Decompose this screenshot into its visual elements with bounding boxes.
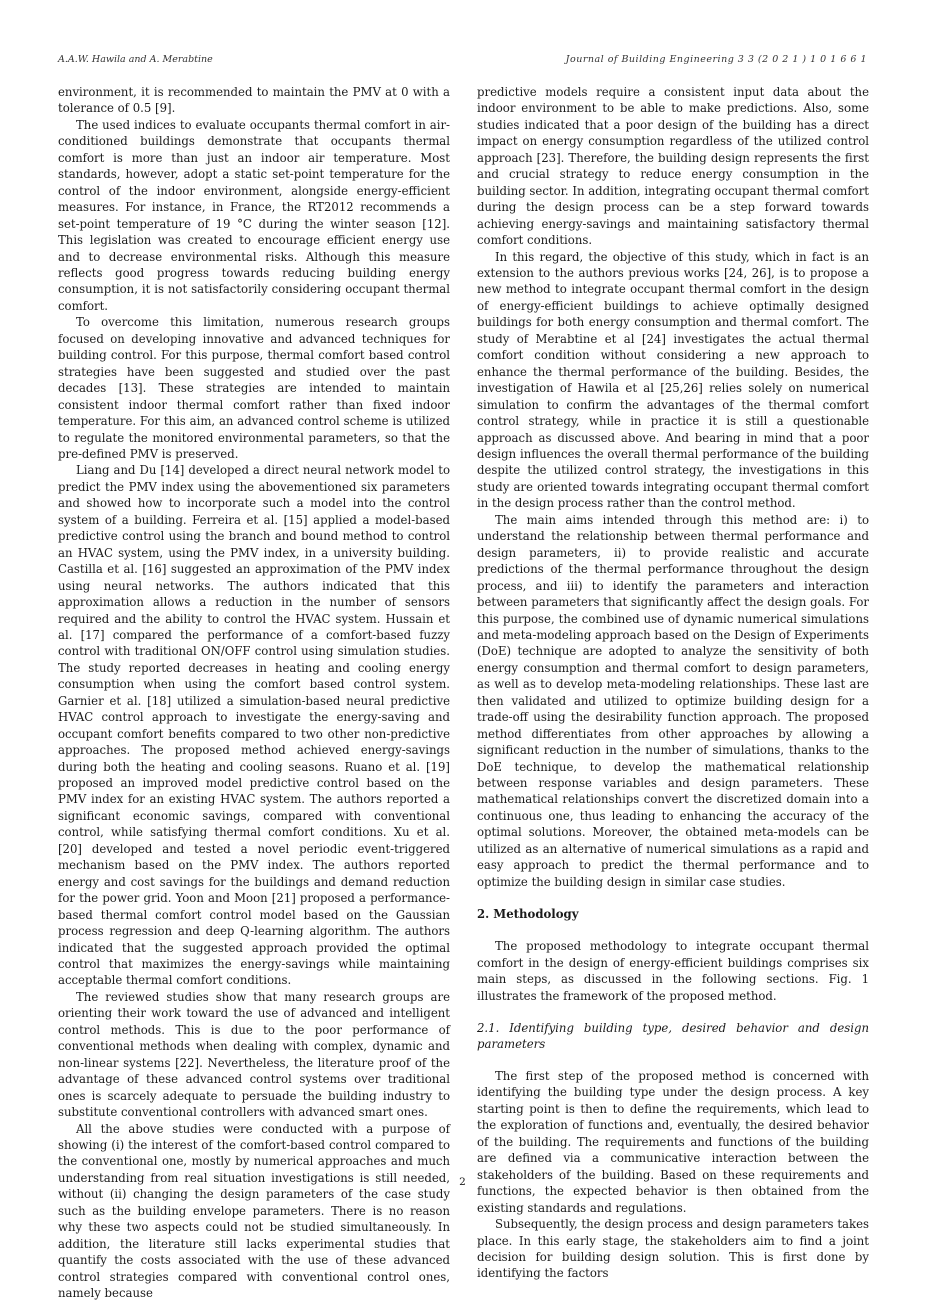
paragraph: The proposed methodology to integrate occupant thermal comfort in the design of energy-efficient buildings comprises six main steps, as discussed in the following sections. Fig. 1 illustrates the framework of the proposed method. <box>477 939 869 1003</box>
paragraph: The first step of the proposed method is concerned with identifying the building type under the design process. A key starting point is then to define the requirements, which lead to the exploration of functions and, eventually, the desired behavior of the building. The requirements and functions of the building are defined via a communicative interaction between the stakeholders of the building. Based on these requirements and functions, the expected behavior is then obtained from the existing standards and regulations. <box>477 1069 869 1215</box>
header-authors: A.A.W. Hawila and A. Merabtine <box>58 54 213 65</box>
paragraph: The reviewed studies show that many research groups are orienting their work toward the use of advanced and intelligent control methods. This is due to the poor performance of conventional methods when dealing with complex, dynamic and non-linear systems [22]. Nevertheless, the literature proof of the advantage of these advanced control systems over traditional ones is scarcely adequate to persuade the building industry to substitute conventional controllers with advanced smart ones. <box>58 989 450 1120</box>
subsection-heading: 2.1. Identifying building type, desired behavior and design parameters <box>477 1021 869 1052</box>
section-heading: 2. Methodology <box>477 907 579 922</box>
header-journal: Journal of Building Engineering 3 3 (2 0 2 1 ) 1 0 1 6 6 1 <box>565 54 867 65</box>
running-header <box>58 54 867 68</box>
paragraph: predictive models require a consistent input data about the indoor environment to be able to make predictions. Also, some studies indicated that a poor design of the building has a direct impact on energy consumption regardless of the utilized control approach [23]. Therefore, the building design represents the first and crucial strategy to reduce energy consumption in the building sector. In addition, integrating occupant thermal comfort during the design process can be a step forward towards achieving energy-savings and maintaining satisfactory thermal comfort conditions. <box>477 85 869 248</box>
paragraph: All the above studies were conducted with a purpose of showing (i) the interest of the comfort-based control compared to the conventional one, mostly by numerical approaches and much understanding from real situation investigations is still needed, without (ii) changing the design parameters of the case study such as the building envelope parameters. There is no reason why these two aspects could not be studied simultaneously. In addition, the literature still lacks experimental studies that quantify the costs associated with the use of these advanced control strategies compared with conventional control ones, namely because <box>58 1121 450 1301</box>
paragraph: To overcome this limitation, numerous research groups focused on developing innovative and advanced techniques for building control. For this purpose, thermal comfort based control strategies have been suggested and studied over the past decades [13]. These strategies are intended to maintain consistent indoor thermal comfort rather than fixed indoor temperature. For this aim, an advanced control scheme is utilized to regulate the monitored environmental parameters, so that the pre-defined PMV is preserved. <box>58 315 450 461</box>
paragraph: In this regard, the objective of this study, which in fact is an extension to the authors previous works [24, 26], is to propose a new method to integrate occupant thermal comfort in the design of energy-efficient buildings to achieve optimally designed buildings for both energy consumption and thermal comfort. The study of Merabtine et al [24] investigates the actual thermal comfort condition without considering a new approach to enhance the thermal performance of the building. Besides, the investigation of Hawila et al [25,26] relies solely on numerical simulation to confirm the advantages of the thermal comfort control strategy, while in practice it is still a questionable approach as discussed above. And bearing in mind that a poor design influences the overall thermal performance of the building despite the utilized control strategy, the investigations in this study are oriented towards integrating occupant thermal comfort in the design process rather than the control method. <box>477 249 869 511</box>
paragraph: Liang and Du [14] developed a direct neural network model to predict the PMV index using the abovementioned six parameters and showed how to incorporate such a model into the control system of a building. Ferreira et al. [15] applied a model-based predictive control using the branch and bound method to control an HVAC system, using the PMV index, in a university building. Castilla et al. [16] suggested an approximation of the PMV index using neural networks. The authors indicated that this approximation allows a reduction in the number of sensors required and the ability to control the HVAC system. Hussain et al. [17] compared the performance of a comfort-based fuzzy control with traditional ON/OFF control using simulation studies. The study reported decreases in heating and cooling energy consumption when using the comfort based control system. Garnier et al. [18] utilized a simulation-based neural predictive HVAC control approach to investigate the energy-saving and occupant comfort benefits compared to two other non-predictive approaches. The proposed method achieved energy-savings during both the heating and cooling seasons. Ruano et al. [19] proposed an improved model predictive control based on the PMV index for an existing HVAC system. The authors reported a significant economic savings, compared with conventional control, while satisfying thermal comfort conditions. Xu et al. [20] developed and tested a novel periodic event-triggered mechanism based on the PMV index. The authors reported energy and cost savings for the buildings and demand reduction for the power grid. Yoon and Moon [21] proposed a performance-based thermal comfort control model based on the Gaussian process regression and deep Q-learning algorithm. The authors indicated that the suggested approach provided the optimal control that maximizes the energy-savings while maintaining acceptable thermal comfort conditions. <box>58 463 450 988</box>
page-number: 2 <box>459 1176 466 1188</box>
left-column <box>58 84 450 1302</box>
paragraph: The main aims intended through this method are: i) to understand the relationship between thermal performance and design parameters, ii) to provide realistic and accurate predictions of the thermal performance throughout the design process, and iii) to identify the parameters and interaction between parameters that significantly affect the design goals. For this purpose, the combined use of dynamic numerical simulations and meta-modeling approach based on the Design of Experiments (DoE) technique are adopted to analyze the sensitivity of both energy consumption and thermal comfort to design parameters, as well as to develop meta-modeling relationships. These last are then validated and utilized to optimize building design for a trade-off using the desirability function approach. The proposed method differentiates from other approaches by allowing a significant reduction in the number of simulations, thanks to the DoE technique, to develop the mathematical relationship between response variables and design parameters. These mathematical relationships convert the discretized domain into a continuous one, thus leading to enhancing the accuracy of the optimal solutions. Moreover, the obtained meta-models can be utilized as an alternative of numerical simulations as a rapid and easy approach to predict the thermal performance and to optimize the building design in similar case studies. <box>477 512 869 889</box>
paragraph: environment, it is recommended to maintain the PMV at 0 with a tolerance of 0.5 [9]. <box>58 85 450 116</box>
paragraph: Subsequently, the design process and design parameters takes place. In this early stage, the stakeholders aim to find a joint decision for building design solution. This is first done by identifying the factors <box>477 1217 869 1281</box>
right-column <box>477 84 869 1282</box>
paragraph: The used indices to evaluate occupants thermal comfort in air-conditioned buildings demonstrate that occupants thermal comfort is more than just an indoor air temperature. Most standards, however, adopt a static set-point temperature for the control of the indoor environment, alongside energy-efficient measures. For instance, in France, the RT2012 recommends a set-point temperature of 19 °C during the winter season [12]. This legislation was created to encourage efficient energy use and to decrease environmental risks. Although this measure reflects good progress towards reducing building energy consumption, it is not satisfactorily considering occupant thermal comfort. <box>58 117 450 313</box>
